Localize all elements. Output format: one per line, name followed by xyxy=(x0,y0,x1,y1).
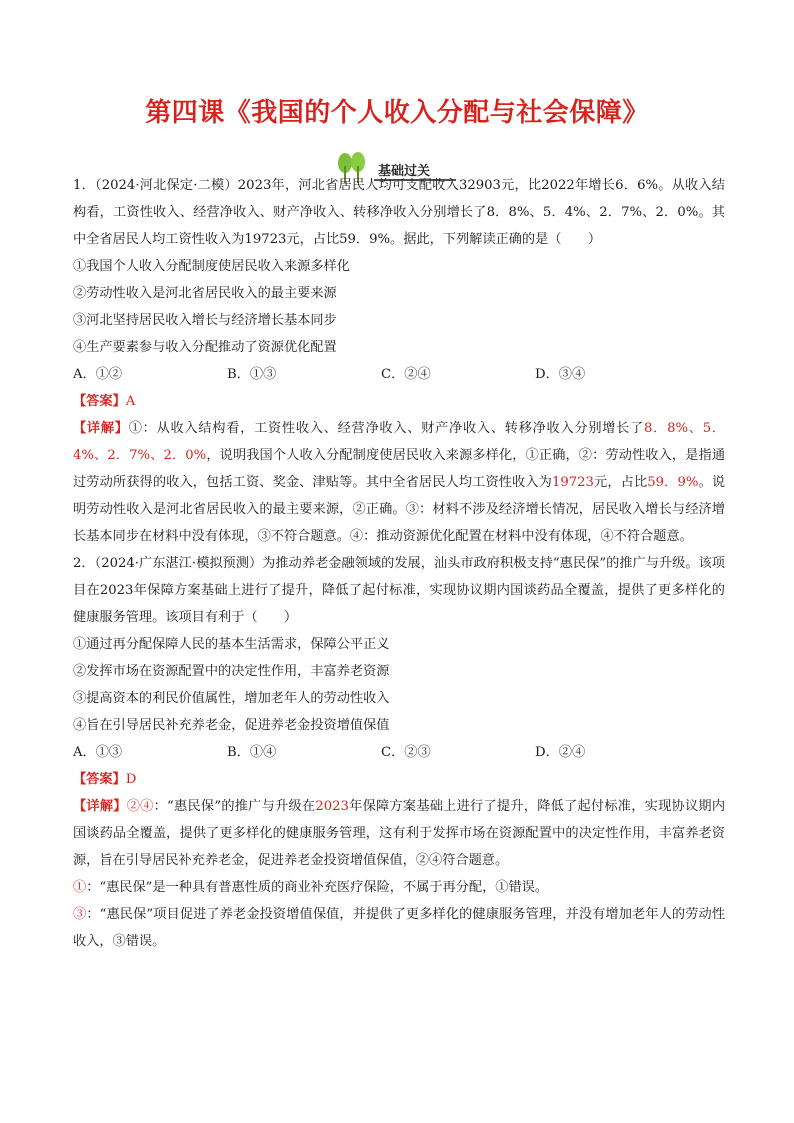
question-2-option: ②发挥市场在资源配置中的决定性作用，丰富养老资源 xyxy=(73,664,390,679)
detail-segment: ②④ xyxy=(126,799,154,814)
question-2-option: ④旨在引导居民补充养老金，促进养老金投资增值保值 xyxy=(73,718,390,733)
question-1-option: ③河北坚持居民收入增长与经济增长基本同步 xyxy=(73,313,337,328)
detail-segment: 2023 xyxy=(315,799,349,814)
choice-b: B．①④ xyxy=(227,745,277,760)
question-2-detail-extra xyxy=(73,874,725,901)
question-2-choices xyxy=(73,739,725,766)
detail-text xyxy=(73,880,548,895)
content-body xyxy=(73,172,725,955)
detail-segment: 年保障方案基础上进行了提升，降低了起付标准，实现协议期内国谈药品全覆盖，提供了更多样化的健康服务管理，这有利于发挥市场在资源配置中的决定性作用，丰富养老资源，旨在引导居民补充养老金，促进养老金投资增值保值，②④符合题意。 xyxy=(73,799,726,868)
question-1-option: ①我国个人收入分配制度使居民收入来源多样化 xyxy=(73,259,350,274)
detail-segment: 8．8%、5．4%、2．7%、2．0% xyxy=(73,421,726,463)
detail-segment: ，说明我国个人收入分配制度使居民收入来源多样化，①正确，②：劳动性收入，是指通过劳动所获得的收入，包括工资、奖金、津贴等。其中全省居民人均工资性收入为 xyxy=(73,448,726,490)
answer-value: A xyxy=(125,394,136,409)
answer-value: D xyxy=(125,772,137,787)
question-2-detail-extra xyxy=(73,901,725,955)
choice-a: A．①② xyxy=(73,367,123,382)
question-1-detail xyxy=(73,415,725,550)
choice-c: C．②④ xyxy=(381,367,431,382)
detail-segment: ①：从收入结构看，工资性收入、经营净收入、财产净收入、转移净收入分别增长了 xyxy=(128,421,645,436)
detail-text xyxy=(73,799,725,868)
choice-d: D．②④ xyxy=(535,745,586,760)
detail-segment: ：“惠民保”项目促进了养老金投资增值保值，并提供了更多样化的健康服务管理，并没有增加老年人的劳动性收入，③错误。 xyxy=(73,907,726,949)
question-2-detail xyxy=(73,793,725,874)
question-1-answer xyxy=(73,388,725,415)
question-1-option: ②劳动性收入是河北省居民收入的最主要来源 xyxy=(73,286,337,301)
detail-segment: ：“惠民保”的推广与升级在 xyxy=(153,799,316,814)
question-2-stem: 2．（2024·广东湛江·模拟预测）为推动养老金融领域的发展，汕头市政府积极支持“惠民保”的推广与升级。该项目在2023年保障方案基础上进行了提升，降低了起付标准，实现协议期内国谈药品全覆盖，提供了更多样化的健康服务管理。该项目有利于（ ） xyxy=(73,556,725,625)
page-title: 第四课《我国的个人收入分配与社会保障》 xyxy=(145,98,649,128)
question-2-option: ①通过再分配保障人民的基本生活需求，保障公平正义 xyxy=(73,637,390,652)
question-1-stem: 1．（2024·河北保定·二模）2023年，河北省居民人均可支配收入32903元，比2022年增长6．6%。从收入结构看，工资性收入、经营净收入、财产净收入、转移净收入分别增长了8．8%、5．4%、2．7%、2．0%。其中全省居民人均工资性收入为19723元，占比59．9%。据此，下列解读正确的是（ ） xyxy=(73,178,725,247)
question-1-option: ④生产要素参与收入分配推动了资源优化配置 xyxy=(73,340,337,355)
detail-segment: ：“惠民保”是一种具有普惠性质的商业补充医疗保险，不属于再分配，①错误。 xyxy=(86,880,549,895)
detail-segment: 19723 xyxy=(551,475,594,490)
choice-b: B．①③ xyxy=(227,367,277,382)
detail-segment: 。说明劳动性收入是河北省居民收入的最主要来源，②正确。③：材料不涉及经济增长情况，居民收入增长与经济增长基本同步在材料中没有体现，③不符合题意。④：推动资源优化配置在材料中没有体现，④不符合题意。 xyxy=(73,475,726,544)
detail-segment: ③ xyxy=(73,907,87,922)
question-2-answer xyxy=(73,766,725,793)
detail-segment: ① xyxy=(73,880,87,895)
detail-text xyxy=(73,421,725,544)
choice-d: D．③④ xyxy=(535,367,586,382)
question-1-choices xyxy=(73,361,725,388)
question-2-option: ③提高资本的利民价值属性，增加老年人的劳动性收入 xyxy=(73,691,390,706)
detail-tag: 【详解】 xyxy=(73,799,127,814)
detail-segment: 59．9% xyxy=(647,475,699,490)
detail-text xyxy=(73,907,725,949)
detail-segment: 元，占比 xyxy=(593,475,648,490)
answer-tag: 【答案】 xyxy=(73,772,126,787)
choice-a: A．①③ xyxy=(73,745,123,760)
choice-c: C．②③ xyxy=(381,745,431,760)
detail-tag: 【详解】 xyxy=(73,421,129,436)
answer-tag: 【答案】 xyxy=(73,394,126,409)
section-label: 基础过关 xyxy=(378,164,431,179)
